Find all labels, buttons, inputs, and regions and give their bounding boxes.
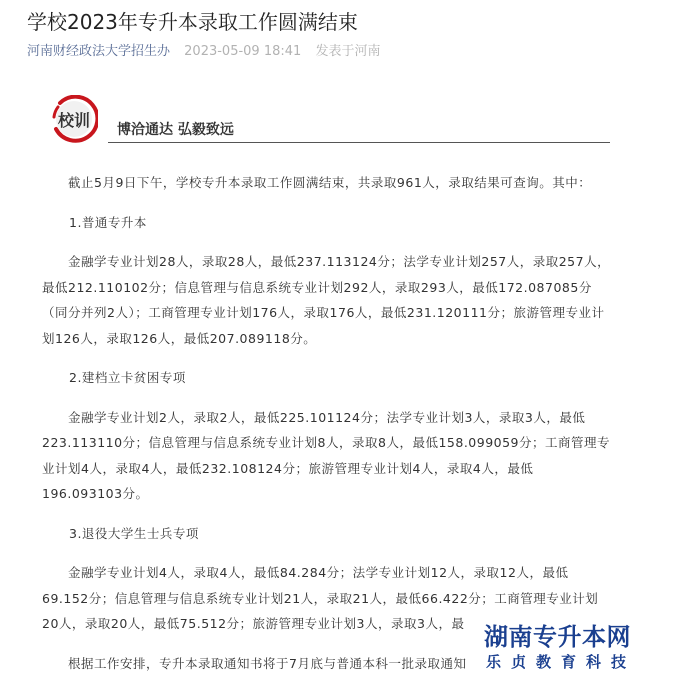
school-motto-banner (50, 95, 610, 145)
watermark-subtitle: 乐贞教育科技 (486, 653, 637, 671)
section-paragraph: 金融学专业计划4人，录取4人，最低84.284分；法学专业计划12人，录取12人，最低69.152分；信息管理与信息系统专业计划21人，录取21人，最低66.422分；工商管理专业计划20人，录取20人，最低75.512分；旅游管理专业计划3人，录取3人，最 (42, 565, 599, 631)
closing-paragraph: 根据工作安排，专升本录取通知书将于7月底与普通本科一批录取通知 (68, 655, 467, 671)
publish-location: 发表于河南 (315, 44, 381, 59)
author-link[interactable]: 河南财经政法大学招生办 (27, 44, 171, 59)
seal-label: 校训 (58, 111, 91, 130)
watermark (474, 615, 674, 675)
section-heading: 1.普通专升本 (69, 214, 147, 230)
article-meta (27, 40, 380, 59)
watermark-title: 湖南专升本网 (484, 623, 631, 651)
section-paragraph: 金融学专业计划2人，录取2人，最低225.101124分；法学专业计划3人，录取3人，最低223.113110分；信息管理与信息系统专业计划8人，录取8人，最低158.099059分；工商管理专业计划4人，录取4人，最低232.108124分；旅游管理专业计划4人，录取4人，最低196.093103分。 (42, 409, 611, 501)
motto-divider (108, 142, 610, 143)
section-paragraph: 金融学专业计划28人，录取28人，最低237.113124分；法学专业计划257人，录取257人，最低212.110102分；信息管理与信息系统专业计划292人，录取293人，最低172.087085分（同分并列2人）；工商管理专业计划176人，录取176人，最低231.120111分；旅游管理专业计划126人，录取126人，最低207.089118分。 (42, 254, 611, 346)
article-body (42, 170, 612, 690)
section-heading: 3.退役大学生士兵专项 (69, 525, 199, 541)
intro-paragraph: 截止5月9日下午，学校专升本录取工作圆满结束，共录取961人，录取结果可查询。其中： (68, 175, 592, 190)
publish-date: 2023-05-09 18:41 (184, 44, 302, 59)
section-heading: 2.建档立卡贫困专项 (69, 370, 186, 385)
article-title: 学校2023年专升本录取工作圆满结束 (27, 10, 358, 34)
motto-text: 博洽通达 弘毅致远 (117, 122, 234, 138)
